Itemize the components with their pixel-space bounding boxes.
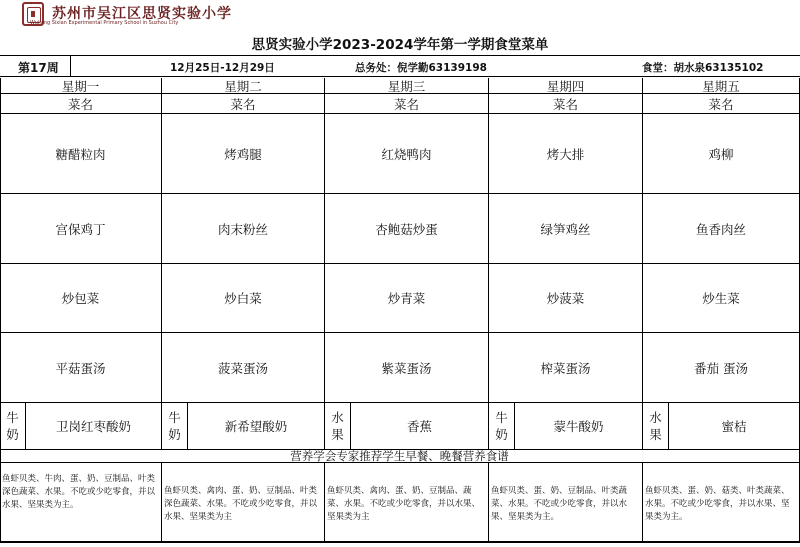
table-bottom-border [0,542,800,543]
extra-type [489,403,515,450]
dish-cell: 菠菜蛋汤 [162,333,325,403]
extra-item: 卫岗红枣酸奶 [26,403,162,450]
extra-type [325,403,351,450]
dish-cell: 绿笋鸡丝 [489,194,643,264]
extra-type-char: 牛 [495,410,508,425]
extra-type-char: 奶 [168,427,181,442]
dish-header: 菜名 [643,94,800,114]
dish-cell: 鱼香肉丝 [643,194,800,264]
dish-cell: 肉末粉丝 [162,194,325,264]
nutrition-cell: 鱼虾贝类、禽肉、蛋、奶、豆制品、叶类深色蔬菜、水果。不吃或少吃零食，并以水果、坚果类为主 [162,463,325,542]
dish-cell: 鸡柳 [643,114,800,194]
nutrition-title: 营养学会专家推荐学生早餐、晚餐营养食谱 [0,450,800,463]
extra-item: 蜜桔 [669,403,800,450]
day-header: 星期二 [162,78,325,94]
nutrition-cell: 鱼虾贝类、蛋、奶、菇类、叶类蔬菜、水果。不吃或少吃零食，并以水果、坚果类为主。 [643,463,800,542]
dish-cell: 糖醋粒肉 [0,114,162,194]
office-contact: 总务处：倪学勤63139198 [355,62,487,74]
dish-cell: 烤大排 [489,114,643,194]
extra-type-char: 奶 [6,427,19,442]
dish-cell: 红烧鸭肉 [325,114,489,194]
school-name-cn: 苏州市吴江区思贤实验小学 [52,6,232,22]
nutrition-cell: 鱼虾贝类、禽肉、蛋、奶、豆制品、蔬菜、水果。不吃或少吃零食，并以水果、坚果类为主 [325,463,489,542]
day-header: 星期五 [643,78,800,94]
canteen-contact: 食堂：胡水泉63135102 [642,62,764,74]
extra-type-char: 水 [649,410,662,425]
dish-cell: 炒包菜 [0,264,162,333]
nutrition-cell: 鱼虾贝类、蛋、奶、豆制品、叶类蔬菜、水果。不吃或少吃零食，并以水果、坚果类为主。 [489,463,643,542]
day-header: 星期一 [0,78,162,94]
dish-cell: 炒白菜 [162,264,325,333]
header-band [0,0,800,32]
dish-cell: 烤鸡腿 [162,114,325,194]
dish-cell: 番茄 蛋汤 [643,333,800,403]
dish-cell: 紫菜蛋汤 [325,333,489,403]
extra-type-char: 牛 [168,410,181,425]
school-name-en: Wujiang Sixian Experimental Primary School in Suzhou City [30,20,179,26]
dish-cell: 炒生菜 [643,264,800,333]
extra-item: 新希望酸奶 [188,403,325,450]
dish-cell: 宫保鸡丁 [0,194,162,264]
dish-cell: 平菇蛋汤 [0,333,162,403]
extra-type-char: 奶 [495,427,508,442]
extra-type-char: 水 [331,410,344,425]
extra-type [0,403,26,450]
extra-item: 蒙牛酸奶 [515,403,643,450]
day-header: 星期四 [489,78,643,94]
extra-type [643,403,669,450]
date-range: 12月25日-12月29日 [170,62,275,74]
dish-header: 菜名 [325,94,489,114]
dish-cell: 炒青菜 [325,264,489,333]
divider [70,56,71,76]
nutrition-cell: 鱼虾贝类、牛肉、蛋、奶、豆制品、叶类深色蔬菜、水果。不吃或少吃零食，并以水果、坚果类为主。 [0,463,162,542]
dish-header: 菜名 [162,94,325,114]
extra-item: 香蕉 [351,403,489,450]
dish-header: 菜名 [489,94,643,114]
extra-type-char: 果 [649,427,662,442]
dish-cell: 炒菠菜 [489,264,643,333]
dish-cell: 榨菜蛋汤 [489,333,643,403]
extra-type [162,403,188,450]
day-header: 星期三 [325,78,489,94]
dish-header: 菜名 [0,94,162,114]
info-row [0,55,800,77]
week-label: 第17周 [18,61,59,75]
extra-type-char: 果 [331,427,344,442]
extra-type-char: 牛 [6,410,19,425]
dish-cell: 杏鲍菇炒蛋 [325,194,489,264]
page-title: 思贤实验小学2023-2024学年第一学期食堂菜单 [251,37,549,53]
